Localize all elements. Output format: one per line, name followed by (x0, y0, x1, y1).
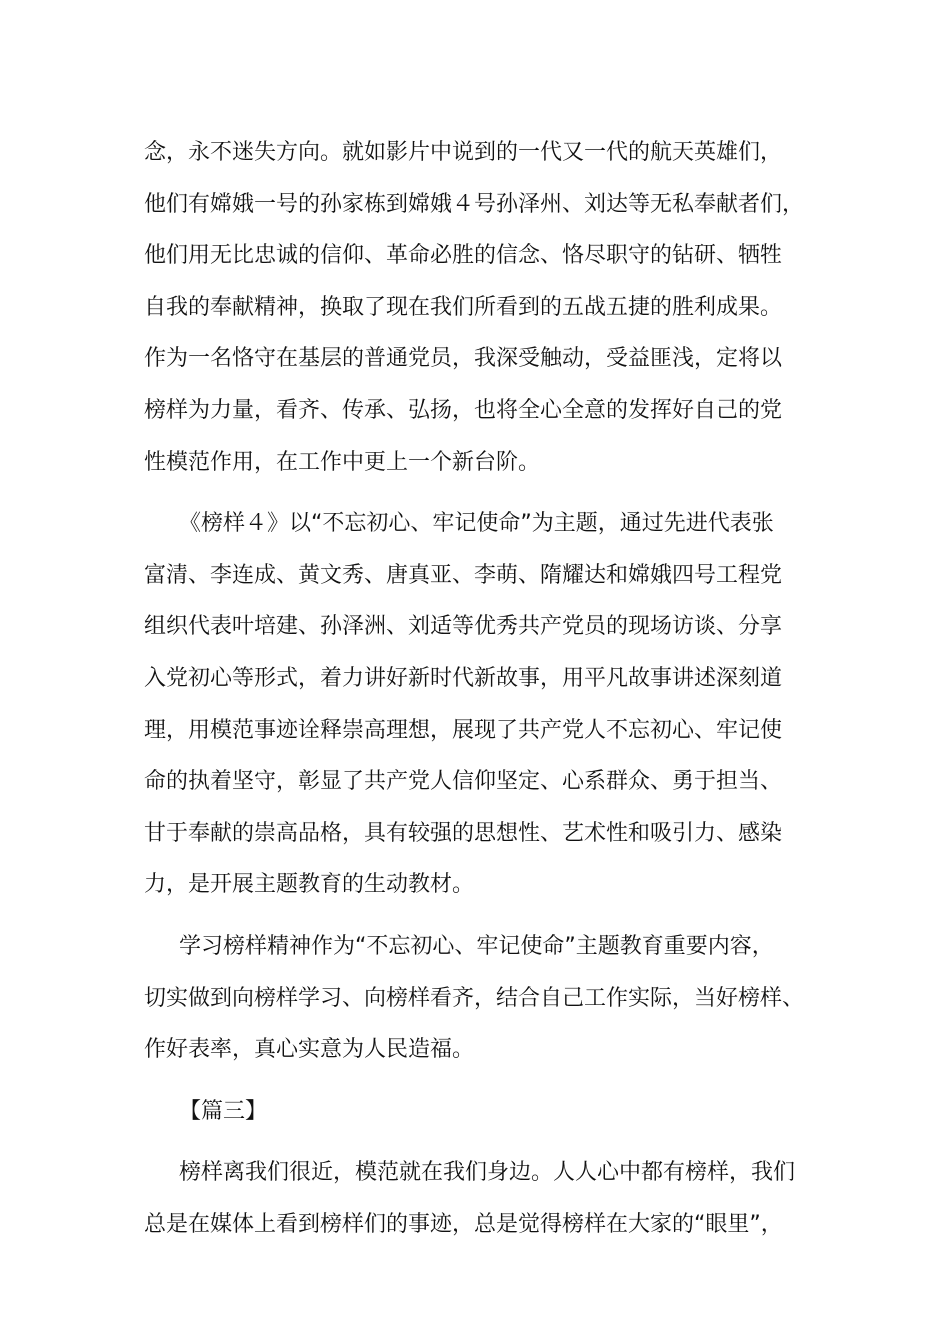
text-line: 入党初心等形式，着力讲好新时代新故事，用平凡故事讲述深刻道 (144, 665, 783, 691)
text-line: 《榜样４》以“不忘初心、牢记使命”为主题，通过先进代表张 (179, 511, 774, 537)
text-line: 他们有嫦娥一号的孙家栋到嫦娥４号孙泽州、刘达等无私奉献者们， (144, 191, 805, 217)
document-body (144, 127, 808, 1250)
text-line: 性模范作用，在工作中更上一个新台阶。 (144, 449, 541, 475)
section-heading (144, 1086, 808, 1138)
paragraph-3 (144, 921, 808, 1076)
text-line: 念，永不迷失方向。就如影片中说到的一代又一代的航天英雄们， (144, 140, 783, 165)
text-line: 组织代表叶培建、孙泽洲、刘适等优秀共产党员的现场访谈、分享 (144, 614, 783, 640)
text-line: 榜样为力量，看齐、传承、弘扬，也将全心全意的发挥好自己的党 (144, 397, 783, 423)
text-line: 学习榜样精神作为“不忘初心、牢记使命”主题教育重要内容， (179, 933, 774, 959)
section-heading-text: 【篇三】 (179, 1098, 268, 1124)
text-line: 理，用模范事迹诠释崇高理想，展现了共产党人不忘初心、牢记使 (144, 717, 783, 743)
text-line: 甘于奉献的崇高品格，具有较强的思想性、艺术性和吸引力、感染 (144, 820, 783, 846)
paragraph-1 (144, 127, 808, 488)
text-line: 切实做到向榜样学习、向榜样看齐，结合自己工作实际，当好榜样、 (144, 985, 805, 1011)
paragraph-2 (144, 498, 808, 911)
text-line: 自我的奉献精神，换取了现在我们所看到的五战五捷的胜利成果。 (144, 294, 783, 320)
paragraph-4 (144, 1147, 808, 1250)
text-line: 力，是开展主题教育的生动教材。 (144, 872, 475, 898)
text-line: 榜样离我们很近，模范就在我们身边。人人心中都有榜样，我们 (179, 1160, 796, 1186)
text-line: 作为一名恪守在基层的普通党员，我深受触动，受益匪浅，定将以 (144, 346, 783, 372)
text-line: 富清、李连成、黄文秀、唐真亚、李萌、隋耀达和嫦娥四号工程党 (144, 562, 783, 588)
text-line: 作好表率，真心实意为人民造福。 (144, 1037, 475, 1063)
text-line: 命的执着坚守，彰显了共产党人信仰坚定、心系群众、勇于担当、 (144, 769, 783, 795)
text-line: 总是在媒体上看到榜样们的事迹，总是觉得榜样在大家的“眼里”， (144, 1211, 783, 1237)
text-line: 他们用无比忠诚的信仰、革命必胜的信念、恪尽职守的钻研、牺牲 (144, 243, 783, 269)
